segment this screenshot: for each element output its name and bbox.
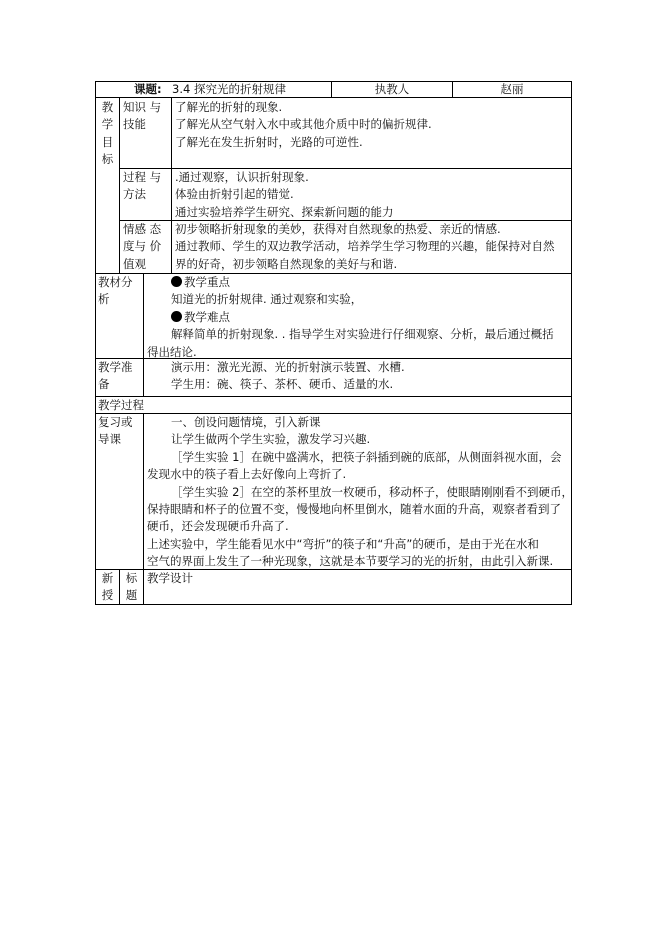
difficult-point-text: 解释简单的折射现象. . 指导学生对实验进行仔细观察、分析，最后通过概括 [171,327,554,342]
new-lesson-label-char: 授 [101,588,114,603]
bullet-icon [171,311,182,322]
process-method-line: .通过观察，认识折射现象. [175,170,309,184]
row-divider [95,97,571,98]
review-line: 硬币，还会发现硬币升高了. [147,519,289,534]
emotion-content [175,221,570,273]
title-label [120,570,143,605]
review-line: 上述实验中，学生能看见水中“弯折”的筷子和“升高”的硬币，是由于光在水和 [147,536,539,551]
process-method-line: 通过实验培养学生研究、探索新问题的能力 [175,204,394,219]
col-divider [143,413,144,604]
review-line: 保持眼睛和杯子的位置不变，慢慢地向杯里倒水，随着水面的升高，观察者看到了 [147,502,561,517]
knowledge-line: 了解光从空气射入水中或其他介质中时的偏折规律. [175,117,432,132]
topic-label: 课题: [134,82,162,96]
analysis-label-line: 析 [98,292,110,307]
emotion-line: 初步领略折射现象的美妙，获得对自然现象的热爱、亲近的情感. [175,222,501,236]
review-label [98,414,143,449]
table-border-right [571,81,572,605]
preparation-content [147,359,570,394]
bullet-icon [171,276,182,287]
review-label-line: 复习或 [98,415,133,429]
knowledge-label-line: 技能 [123,117,146,132]
review-line: 让学生做两个学生实验，激发学习兴趣. [171,432,371,447]
preparation-label-line: 教学准 [98,360,133,374]
key-point-heading [147,274,570,291]
process-method-label [123,169,171,204]
topic-title: 3.4 探究光的折射规律 [172,82,286,96]
teaching-design-text: 教学设计 [147,571,193,585]
difficult-point-title: 教学难点 [184,309,230,324]
review-line: ［学生实验 1］在碗中盛满水，把筷子斜插到碗的底部，从侧面斜视水面，会 [171,449,562,464]
title-label-char: 标 [125,571,138,585]
process-method-label-line: 方法 [123,187,146,202]
preparation-line: 学生用：碗、筷子、茶杯、硬币、适量的水. [171,377,394,392]
analysis-label-line: 教材分 [98,275,133,289]
emotion-label-line: 情感 态 [123,222,162,236]
review-line: 发现水中的筷子看上去好像向上弯折了. [147,467,347,482]
analysis-content [147,274,570,361]
preparation-label [98,359,143,394]
review-line: ［学生实验 2］在空的茶杯里放一枚硬币，移动杯子，使眼睛刚刚看不到硬币， [171,484,573,499]
knowledge-label-line: 知识 与 [123,100,162,114]
difficult-point-text: 得出结论. [147,344,197,359]
objectives-label-char: 学 [101,117,114,132]
review-line: 空气的界面上发生了一种光现象，这就是本节要学习的光的折射，由此引入新课. [147,554,554,569]
review-line: 一、创设问题情境，引入新课 [171,415,321,429]
emotion-line: 界的好奇，初步领略自然现象的美好与和谐. [175,256,398,271]
row-divider [95,396,571,397]
col-divider [143,273,144,396]
analysis-label [98,274,143,309]
objectives-label-char: 标 [101,152,114,167]
process-method-content [175,169,570,221]
preparation-label-line: 备 [98,377,110,392]
objectives-label-char: 教 [101,100,114,114]
knowledge-label [123,99,171,134]
difficult-point-heading [147,309,570,326]
table-border-bottom [95,604,572,605]
knowledge-line: 了解光的折射的现象. [175,100,283,114]
objectives-label-char: 目 [101,134,114,149]
process-method-line: 体验由折射引起的错觉. [175,187,294,202]
col-divider [171,97,172,273]
col-divider [119,97,120,273]
teacher-name: 赵丽 [500,82,524,96]
review-content [147,414,573,571]
emotion-label-line: 度与 价 [123,239,162,254]
key-point-text: 知道光的折射规律. 通过观察和实验， [171,292,363,307]
objectives-label [96,99,119,169]
title-label-char: 题 [125,588,138,603]
key-point-title: 教学重点 [184,275,230,289]
emotion-line: 通过教师、学生的双边教学活动，培养学生学习物理的兴趣，能保持对自然 [175,239,555,254]
knowledge-content [175,99,570,151]
knowledge-line: 了解光在发生折射时，光路的可逆性. [175,134,363,149]
new-lesson-label-char: 新 [101,571,114,585]
preparation-line: 演示用：激光光源、光的折射演示装置、水槽. [171,360,405,374]
review-label-line: 导课 [98,432,121,447]
emotion-label [123,221,171,273]
process-method-label-line: 过程 与 [123,170,162,184]
teacher-label: 执教人 [374,82,410,96]
teaching-process-title: 教学过程 [98,398,144,412]
new-lesson-label [96,570,119,605]
emotion-label-line: 值观 [123,256,146,271]
